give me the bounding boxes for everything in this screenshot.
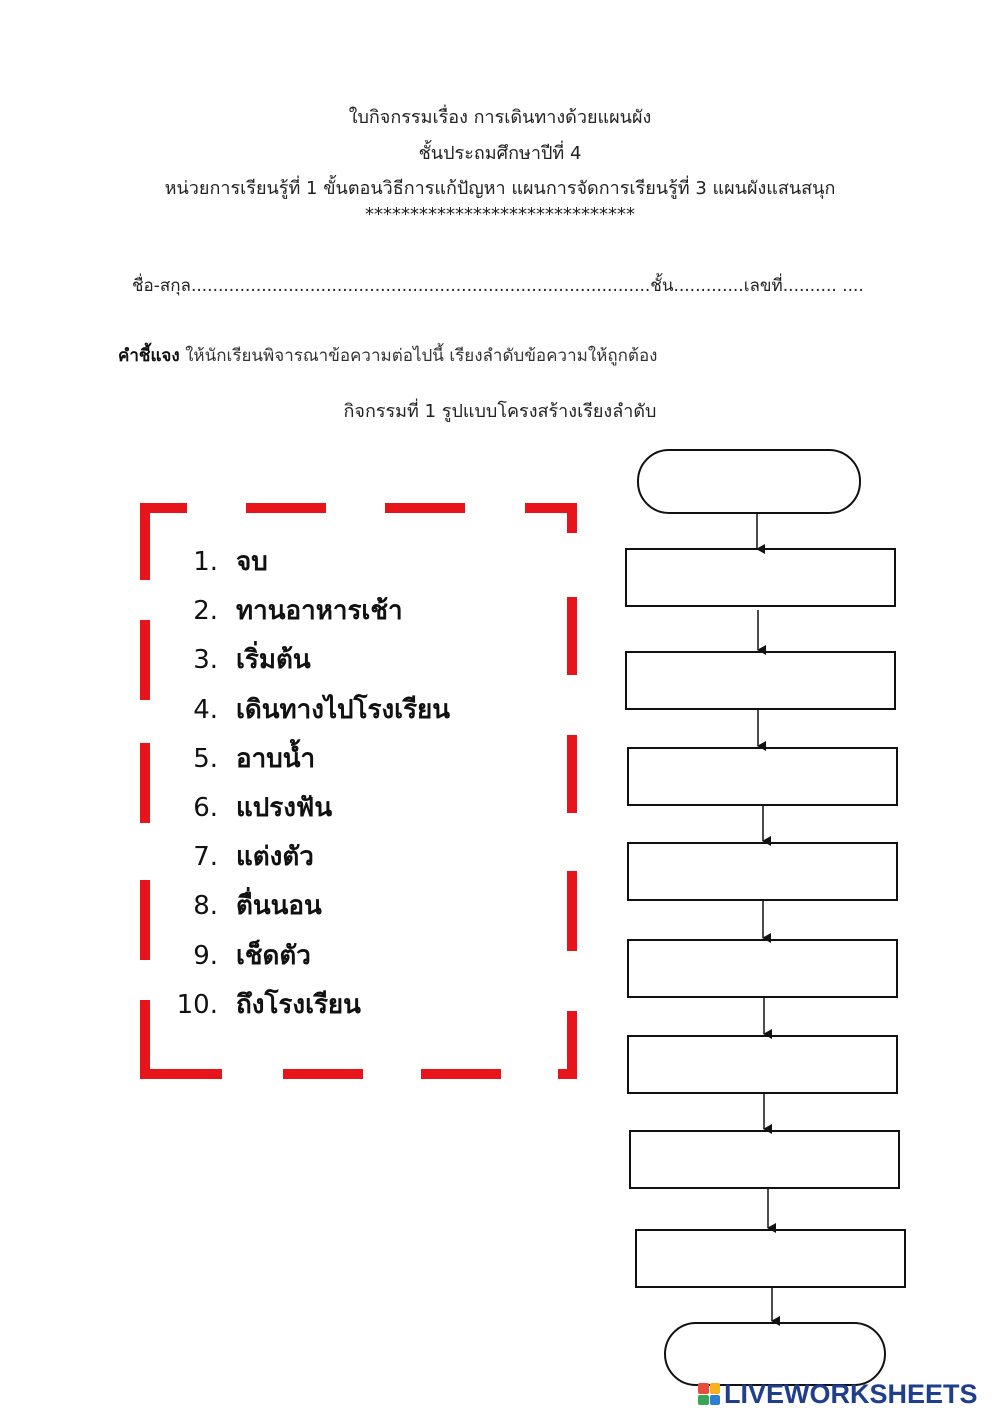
- item-text: แต่งตัว: [236, 842, 314, 873]
- flow-step-box[interactable]: [628, 940, 897, 997]
- flow-step-box[interactable]: [636, 1230, 905, 1287]
- item-number: 2.: [193, 596, 218, 627]
- item-number: 5.: [193, 743, 218, 774]
- star-divider: ******************************: [365, 204, 635, 225]
- end-terminal[interactable]: [665, 1323, 885, 1385]
- flow-step-box[interactable]: [626, 652, 895, 709]
- start-terminal[interactable]: [638, 450, 860, 513]
- instruction-text: ให้นักเรียนพิจารณาข้อความต่อไปนี้ เรียงลำดับข้อความให้ถูกต้อง: [185, 346, 658, 366]
- liveworksheets-logo: [698, 1378, 978, 1410]
- worksheet-title: ใบกิจกรรมเรื่อง การเดินทางด้วยแผนผัง: [348, 107, 652, 128]
- item-text: เช็ดตัว: [236, 940, 311, 971]
- unit-line: หน่วยการเรียนรู้ที่ 1 ขั้นตอนวิธีการแก้ปัญหา แผนการจัดการเรียนรู้ที่ 3 แผนผังแสนสนุก: [164, 178, 836, 199]
- instruction-label: คำชี้แจง: [118, 346, 180, 366]
- item-number: 1.: [193, 547, 218, 577]
- item-text: ตื่นนอน: [236, 891, 322, 922]
- flow-step-box[interactable]: [630, 1131, 899, 1188]
- item-number: 6.: [193, 792, 218, 823]
- item-text: ถึงโรงเรียน: [236, 989, 361, 1020]
- item-number: 7.: [193, 842, 218, 873]
- item-number: 8.: [193, 891, 218, 922]
- item-number: 3.: [193, 645, 218, 676]
- item-number: 4.: [193, 694, 218, 725]
- item-number: 9.: [193, 940, 218, 971]
- item-text: เริ่มต้น: [236, 645, 311, 676]
- activity-title: กิจกรรมที่ 1 รูปแบบโครงสร้างเรียงลำดับ: [343, 401, 657, 422]
- grade-level: ชั้นประถมศึกษาปีที่ 4: [418, 143, 582, 164]
- item-text: แปรงฟัน: [236, 792, 333, 823]
- flow-step-box[interactable]: [628, 843, 897, 900]
- student-info-line: ชื่อ-สกุล.....................................................................................ชั้น.............เลขที่.......... ....: [132, 276, 864, 296]
- item-text: เดินทางไปโรงเรียน: [236, 694, 451, 725]
- flow-step-box[interactable]: [628, 748, 897, 805]
- flow-step-box[interactable]: [626, 549, 895, 606]
- logo-text: LIVEWORKSHEETS: [724, 1378, 978, 1409]
- flow-step-box[interactable]: [628, 1036, 897, 1093]
- item-text: จบ: [236, 547, 268, 577]
- item-text: ทานอาหารเช้า: [236, 596, 403, 627]
- item-text: อาบน้ำ: [236, 743, 316, 774]
- logo-icon: [698, 1383, 720, 1405]
- item-number: 10.: [176, 989, 218, 1020]
